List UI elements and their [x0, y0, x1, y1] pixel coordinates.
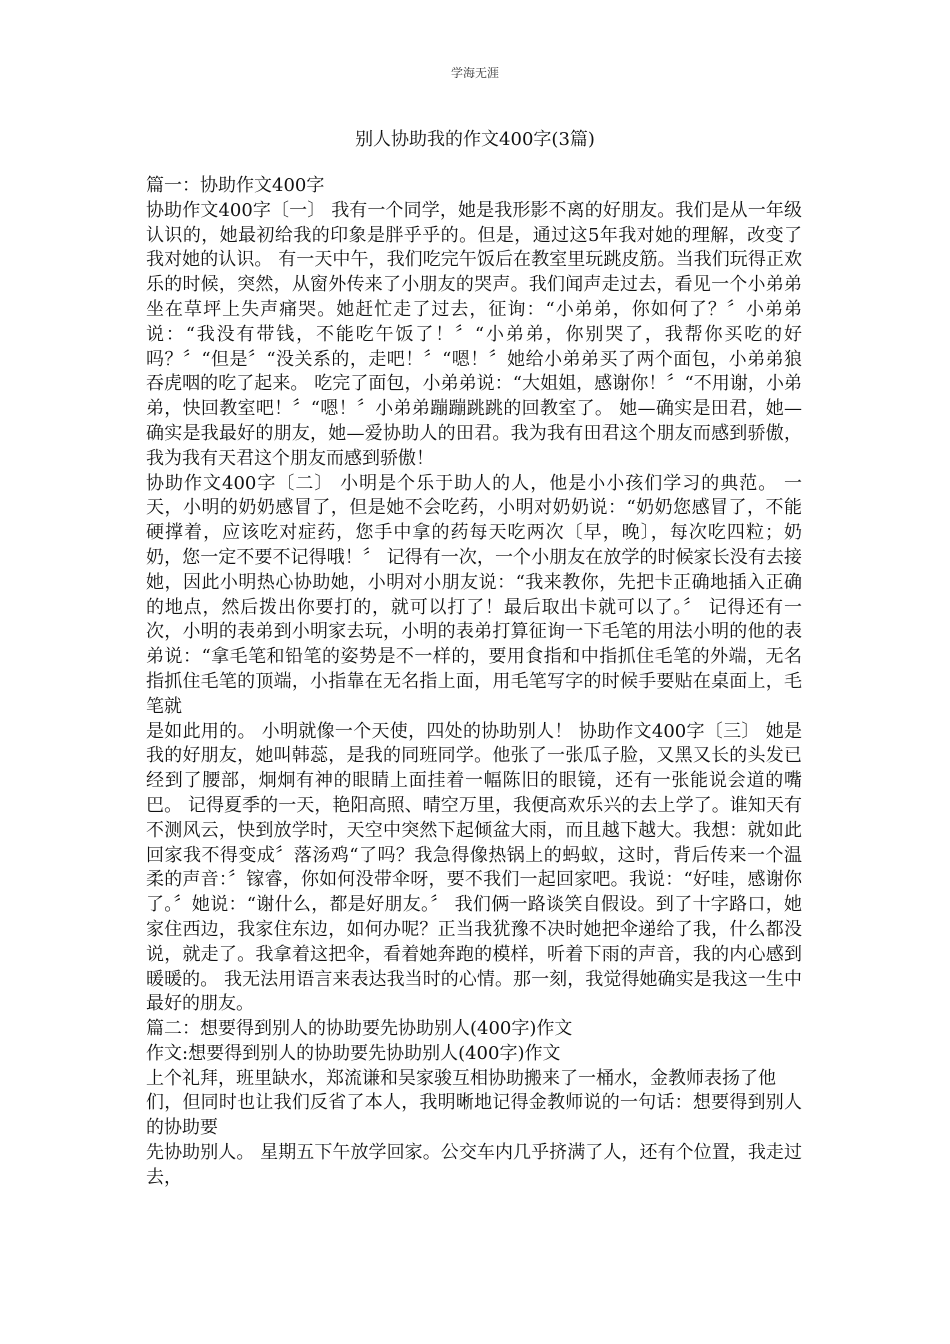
essay-subtitle: 作文:想要得到别人的协助要先协助别人(400字)作文: [146, 1042, 561, 1064]
essay-paragraph: 上个礼拜，班里缺水，郑流谦和吴家骏互相协助搬来了一桶水，金教师表扬了他: [146, 1067, 776, 1089]
essay-paragraph: 先协助别人。 星期五下午放学回家。公交车内几乎挤满了人，还有个位置，我走过去，: [146, 1142, 802, 1188]
essay-paragraph: 协助作文400字〔二〕 小明是个乐于助人的人，他是小小孩们学习的典范。 一天，小明的奶奶感冒了，但是她不会吃药，小明对奶奶说：“奶奶您感冒了，不能硬撑着，应该吃对症药，您手中拿的药每天吃两次〔早，晚〕，每次吃四粒；奶奶，您一定不要不记得哦！〞 记得有一次，一个小朋友在放学的时候家长没有去接她，因此小明热心协助她，小明对小朋友说：“我来教你，先把卡正确地插入正确的地点，然后拨出你要打的，就可以打了！最后取出卡就可以了。〞 记得还有一次，小明的表弟到小明家去玩，小明的表弟打算征询一下毛笔的用法小明的他的表弟说：“拿毛笔和铅笔的姿势是不一样的，要用食指和中指抓住毛笔的外端，无名指抓住毛笔的顶端，小指靠在无名指上面，用毛笔写字的时候手要贴在桌面上，毛笔就: [146, 472, 802, 717]
essay-paragraph: 协助作文400字〔一〕 我有一个同学，她是我形影不离的好朋友。我们是从一年级认识的，她最初给我的印象是胖乎乎的。但是，通过这5年我对她的理解，改变了我对她的认识。 有一天中午，我们吃完午饭后在教室里玩跳皮筋。当我们玩得正欢乐的时候，突然，从窗外传来了小朋友的哭声。我们闻声走过去，看见一个小弟弟坐在草坪上失声痛哭。她赶忙走了过去，征询：“小弟弟，你如何了？〞小弟弟说：“我没有带钱，不能吃午饭了！〞“小弟弟，你别哭了，我帮你买吃的好吗？〞“但是〞“没关系的，走吧！〞“嗯！〞她给小弟弟买了两个面包，小弟弟狼吞虎咽的吃了起来。 吃完了面包，小弟弟说：“大姐姐，感谢你！〞“不用谢，小弟弟，快回教室吧！〞“嗯！〞小弟弟蹦蹦跳跳的回教室了。 她—确实是田君，她—确实是我最好的朋友，她—爱协助人的田君。我为我有田君这个朋友而感到骄傲，我为我有天君这个朋友而感到骄傲！: [146, 199, 802, 469]
document-body: [146, 174, 802, 1191]
essay-paragraph: 们，但同时也让我们反省了本人，我明晰地记得金教师说的一句话：想要得到别人的协助要: [146, 1092, 802, 1139]
essay-paragraph: 是如此用的。 小明就像一个天使，四处的协助别人！ 协助作文400字〔三〕 她是我的好朋友，她叫韩蕊，是我的同班同学。他张了一张瓜子脸，又黑又长的头发已经到了腰部，炯炯有神的眼睛上面挂着一幅陈旧的眼镜，还有一张能说会道的嘴巴。 记得夏季的一天，艳阳高照、晴空万里，我便高欢乐兴的去上学了。谁知天有不测风云，快到放学时，天空中突然下起倾盆大雨，而且越下越大。我想：就如此回家我不得变成〞落汤鸡“了吗？我急得像热锅上的蚂蚁，这时，背后传来一个温柔的声音：〞镓睿，你如何没带伞呀，要不我们一起回家吧。我说：“好哇，感谢你了。〞她说：“谢什么，都是好朋友。〞 我们俩一路谈笑自假设。到了十字路口，她家住西边，我家住东边，如何办呢？正当我犹豫不决时她把伞递给了我，什么都没说，就走了。我拿着这把伞，看着她奔跑的模样，听着下雨的声音，我的内心感到暖暖的。 我无法用语言来表达我当时的心情。那一刻，我觉得她确实是我这一生中最好的朋友。: [146, 720, 802, 1015]
page-header: 学海无涯: [450, 66, 499, 80]
section-heading: 篇一：协助作文400字: [146, 175, 325, 196]
document-title: 别人协助我的作文400字(3篇): [355, 129, 595, 150]
section-heading: 篇二：想要得到别人的协助要先协助别人(400字)作文: [146, 1018, 573, 1040]
